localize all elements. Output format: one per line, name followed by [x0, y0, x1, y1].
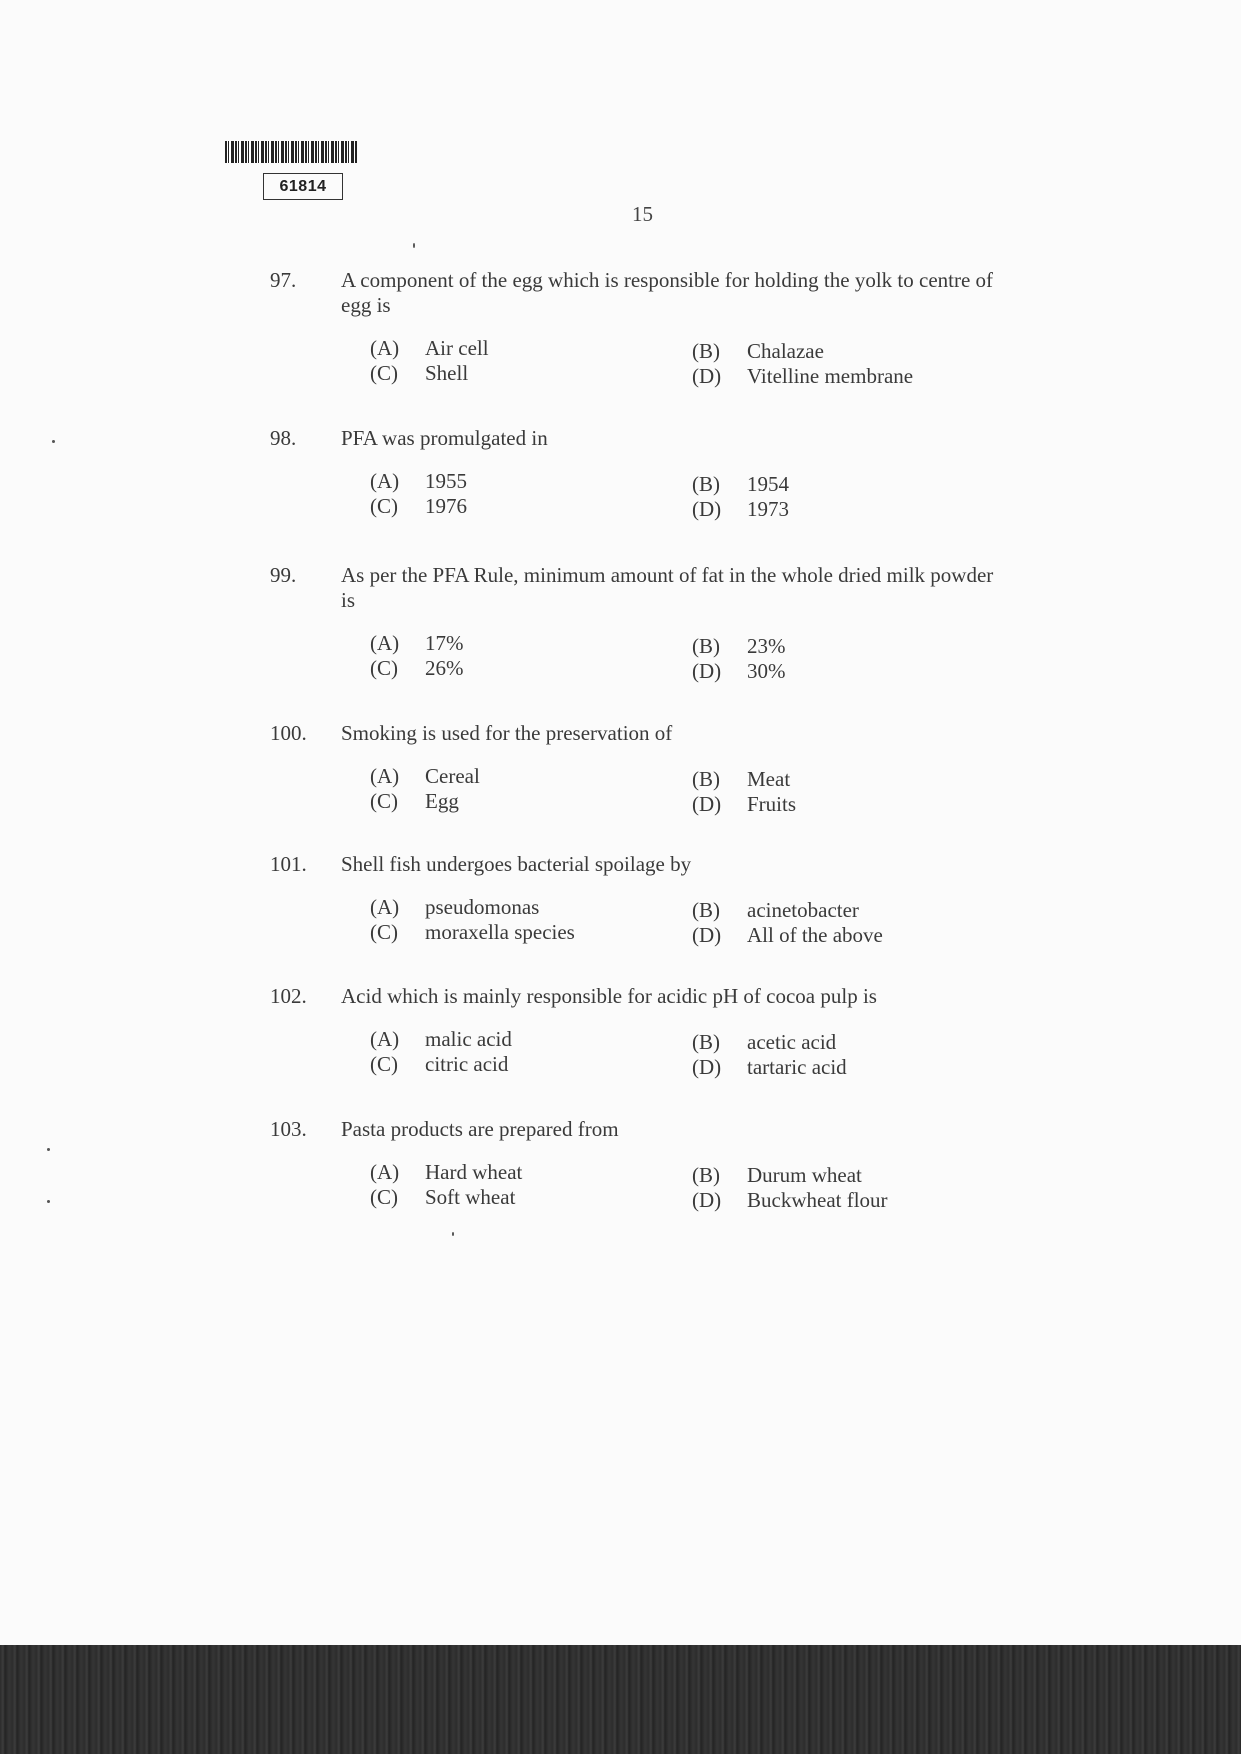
option-d: (D) Buckwheat flour — [692, 1188, 888, 1212]
option-d: (D) 1973 — [692, 497, 789, 521]
option-b-text: 1954 — [747, 472, 789, 496]
question-text: A component of the egg which is responsible for holding the yolk to centre of egg is — [341, 268, 994, 317]
options-grid — [370, 469, 1010, 523]
option-c: (C) Soft wheat — [370, 1185, 516, 1209]
option-a: (A) malic acid — [370, 1027, 512, 1051]
question-text: Acid which is mainly responsible for acidic pH of cocoa pulp is — [341, 984, 877, 1008]
barcode-image — [225, 141, 357, 163]
scanner-border — [0, 1645, 1241, 1754]
option-d-text: 1973 — [747, 497, 789, 521]
question-text: As per the PFA Rule, minimum amount of fat in the whole dried milk powder is — [341, 563, 994, 612]
option-d-text: 30% — [747, 659, 786, 683]
option-d-text: Buckwheat flour — [747, 1188, 888, 1212]
option-d: (D) tartaric acid — [692, 1055, 847, 1079]
question-number: 102. — [270, 984, 307, 1008]
option-a: (A) Air cell — [370, 336, 489, 360]
option-c-text: Egg — [425, 789, 459, 813]
option-c-text: 1976 — [425, 494, 467, 518]
option-a-text: 17% — [425, 631, 464, 655]
question-102 — [270, 984, 1030, 1081]
option-b-text: acinetobacter — [747, 898, 859, 922]
option-b: (B) Durum wheat — [692, 1163, 862, 1187]
option-a-text: malic acid — [425, 1027, 512, 1051]
option-a-text: pseudomonas — [425, 895, 540, 919]
option-a-text: Air cell — [425, 336, 489, 360]
option-d: (D) Vitelline membrane — [692, 364, 914, 388]
option-b: (B) Chalazae — [692, 339, 824, 363]
question-text: Shell fish undergoes bacterial spoilage by — [341, 852, 692, 876]
question-98 — [270, 426, 1030, 523]
option-b: (B) 23% — [692, 634, 786, 658]
option-b: (B) Meat — [692, 767, 791, 791]
scan-speck — [52, 440, 55, 443]
option-a: (A) pseudomonas — [370, 895, 540, 919]
option-c: (C) 26% — [370, 656, 464, 680]
question-101 — [270, 852, 1030, 949]
option-b-text: Durum wheat — [747, 1163, 862, 1187]
option-d: (D) All of the above — [692, 923, 883, 947]
question-97 — [270, 268, 1030, 390]
scan-speck — [413, 243, 415, 248]
scan-speck — [452, 1232, 454, 1236]
option-b-text: Meat — [747, 767, 791, 791]
option-b-text: acetic acid — [747, 1030, 837, 1054]
question-text: PFA was promulgated in — [341, 426, 548, 450]
options-grid — [370, 336, 1010, 390]
options-grid — [370, 631, 1010, 685]
question-number: 103. — [270, 1117, 307, 1141]
question-text: Pasta products are prepared from — [341, 1117, 619, 1141]
option-b: (B) 1954 — [692, 472, 789, 496]
option-c: (C) 1976 — [370, 494, 467, 518]
option-d-text: Fruits — [747, 792, 797, 816]
option-c-text: moraxella species — [425, 920, 575, 944]
option-b: (B) acinetobacter — [692, 898, 859, 922]
option-d-text: tartaric acid — [747, 1055, 847, 1079]
option-c-text: Shell — [425, 361, 469, 385]
question-number: 99. — [270, 563, 297, 587]
option-c: (C) Shell — [370, 361, 469, 385]
question-text: Smoking is used for the preservation of — [341, 721, 673, 745]
question-number: 98. — [270, 426, 297, 450]
option-b: (B) acetic acid — [692, 1030, 837, 1054]
option-c-text: citric acid — [425, 1052, 509, 1076]
option-c: (C) moraxella species — [370, 920, 575, 944]
option-a: (A) 17% — [370, 631, 464, 655]
scan-speck — [47, 1148, 50, 1151]
option-b-text: 23% — [747, 634, 786, 658]
option-d-text: Vitelline membrane — [747, 364, 914, 388]
option-d-text: All of the above — [747, 923, 883, 947]
option-d: (D) 30% — [692, 659, 786, 683]
question-number: 100. — [270, 721, 307, 745]
option-a-text: Hard wheat — [425, 1160, 523, 1184]
question-number: 101. — [270, 852, 307, 876]
options-grid — [370, 1160, 1010, 1214]
options-grid — [370, 1027, 1010, 1081]
question-100 — [270, 721, 1030, 818]
option-a-text: 1955 — [425, 469, 467, 493]
option-a: (A) Hard wheat — [370, 1160, 523, 1184]
options-grid — [370, 764, 1010, 818]
option-d: (D) Fruits — [692, 792, 797, 816]
question-99 — [270, 563, 1030, 685]
booklet-code: 61814 — [263, 173, 343, 200]
option-a: (A) 1955 — [370, 469, 467, 493]
question-number: 97. — [270, 268, 297, 292]
option-c-text: 26% — [425, 656, 464, 680]
option-b-text: Chalazae — [747, 339, 824, 363]
option-c: (C) citric acid — [370, 1052, 509, 1076]
option-c: (C) Egg — [370, 789, 459, 813]
option-a-text: Cereal — [425, 764, 480, 788]
options-grid — [370, 895, 1010, 949]
page-number: 15 — [632, 202, 653, 226]
option-c-text: Soft wheat — [425, 1185, 516, 1209]
scan-speck — [47, 1200, 50, 1203]
option-a: (A) Cereal — [370, 764, 480, 788]
question-103 — [270, 1117, 1030, 1214]
